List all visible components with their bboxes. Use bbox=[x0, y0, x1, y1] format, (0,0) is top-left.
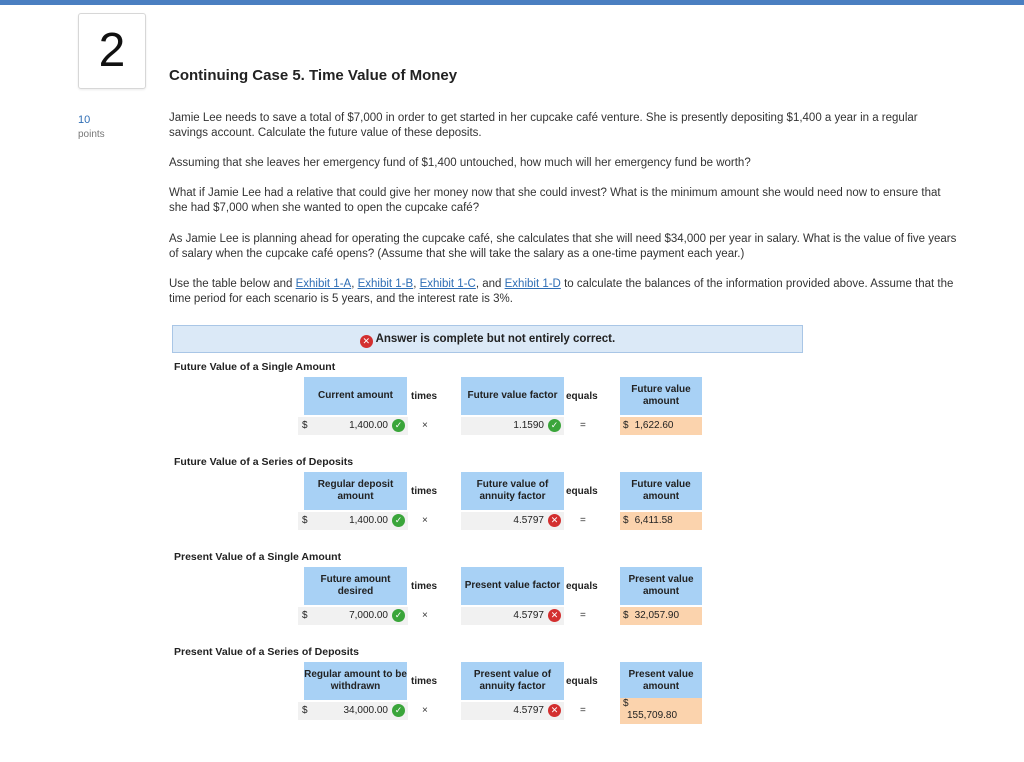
currency-symbol: $ bbox=[302, 420, 308, 431]
col-header-result: Future value amount bbox=[620, 472, 702, 510]
question-number: 2 bbox=[78, 13, 146, 89]
currency-symbol: $ bbox=[623, 698, 629, 709]
col-header-result: Future value amount bbox=[620, 377, 702, 415]
result-amount bbox=[620, 512, 702, 530]
times-symbol: × bbox=[422, 610, 428, 621]
factor-value: 4.5797 bbox=[513, 705, 544, 716]
points-label: points bbox=[78, 129, 105, 140]
paragraph-salary: As Jamie Lee is planning ahead for operating the cupcake café, she calculates that she will need $34,000 per year in salary. What is the value of five years of salary when the cupcake café opens? (Assume that she will take the salary as a one-time payment each year.) bbox=[169, 233, 957, 260]
result-value: 1,622.60 bbox=[634, 420, 674, 431]
check-icon: ✓ bbox=[548, 419, 561, 432]
x-icon: ✕ bbox=[548, 704, 561, 717]
exhibit-1b-link[interactable]: Exhibit 1-B bbox=[357, 278, 414, 290]
separator: , and bbox=[475, 278, 505, 290]
section-title: Future Value of a Series of Deposits bbox=[174, 456, 354, 468]
times-symbol: × bbox=[422, 515, 428, 526]
x-icon: ✕ bbox=[360, 335, 373, 348]
instructions-text: to calculate the balances of the information provided above. Assume that the time period for each scenario is 5 years, and the interest rate is 3%. bbox=[169, 278, 954, 305]
paragraph-instructions bbox=[169, 277, 959, 307]
x-icon: ✕ bbox=[548, 609, 561, 622]
col-header-factor: Future value of annuity factor bbox=[461, 472, 564, 510]
equals-label: equals bbox=[566, 391, 598, 402]
points-value: 10 bbox=[78, 114, 91, 126]
equals-symbol: = bbox=[580, 420, 586, 431]
separator: , bbox=[351, 278, 358, 290]
amount-value: 7,000.00 bbox=[349, 610, 388, 621]
col-header-result: Present value amount bbox=[620, 662, 702, 700]
section-title: Present Value of a Single Amount bbox=[174, 551, 342, 563]
result-amount bbox=[620, 698, 702, 724]
factor-input[interactable] bbox=[461, 417, 564, 435]
check-icon: ✓ bbox=[392, 704, 405, 717]
times-label: times bbox=[411, 676, 438, 687]
amount-input[interactable] bbox=[298, 417, 408, 435]
currency-symbol: $ bbox=[623, 420, 629, 431]
result-amount bbox=[620, 417, 702, 435]
amount-input[interactable] bbox=[298, 702, 408, 720]
question-title: Continuing Case 5. Time Value of Money bbox=[169, 67, 458, 84]
answer-status-banner bbox=[172, 325, 803, 353]
factor-value: 1.1590 bbox=[513, 420, 544, 431]
section-title: Present Value of a Series of Deposits bbox=[174, 646, 359, 658]
currency-symbol: $ bbox=[623, 515, 629, 526]
factor-input[interactable] bbox=[461, 702, 564, 720]
amount-value: 1,400.00 bbox=[349, 420, 388, 431]
col-header-result: Present value amount bbox=[620, 567, 702, 605]
exhibit-1c-link[interactable]: Exhibit 1-C bbox=[419, 278, 476, 290]
paragraph-relative: What if Jamie Lee had a relative that could give her money now that she could invest? What is the minimum amount she would need now to ensure that she had $7,000 when she wanted to open the cupcake café? bbox=[169, 187, 941, 214]
equals-label: equals bbox=[566, 676, 598, 687]
equals-symbol: = bbox=[580, 515, 586, 526]
factor-input[interactable] bbox=[461, 607, 564, 625]
equals-symbol: = bbox=[580, 610, 586, 621]
times-symbol: × bbox=[422, 420, 428, 431]
paragraph-intro: Jamie Lee needs to save a total of $7,000 in order to get started in her cupcake café venture. She is presently depositing $1,400 a year in a regular savings account. Calculate the future value of these deposits. bbox=[169, 112, 918, 139]
exhibit-1a-link[interactable]: Exhibit 1-A bbox=[295, 278, 352, 290]
equals-label: equals bbox=[566, 486, 598, 497]
top-accent-bar bbox=[0, 0, 1024, 5]
times-label: times bbox=[411, 486, 438, 497]
currency-symbol: $ bbox=[302, 705, 308, 716]
result-value: 6,411.58 bbox=[634, 515, 673, 526]
factor-value: 4.5797 bbox=[513, 515, 544, 526]
factor-input[interactable] bbox=[461, 512, 564, 530]
amount-value: 1,400.00 bbox=[349, 515, 388, 526]
col-header-input: Current amount bbox=[304, 377, 407, 415]
section-title: Future Value of a Single Amount bbox=[174, 361, 336, 373]
result-value: 155,709.80 bbox=[627, 710, 678, 721]
equals-symbol: = bbox=[580, 705, 586, 716]
currency-symbol: $ bbox=[623, 610, 629, 621]
currency-symbol: $ bbox=[302, 515, 308, 526]
x-icon: ✕ bbox=[548, 514, 561, 527]
result-value: 32,057.90 bbox=[634, 610, 680, 621]
times-symbol: × bbox=[422, 705, 428, 716]
separator: , bbox=[413, 278, 420, 290]
amount-value: 34,000.00 bbox=[343, 705, 388, 716]
equals-label: equals bbox=[566, 581, 598, 592]
check-icon: ✓ bbox=[392, 514, 405, 527]
amount-input[interactable] bbox=[298, 607, 408, 625]
check-icon: ✓ bbox=[392, 419, 405, 432]
col-header-factor: Present value of annuity factor bbox=[461, 662, 564, 700]
col-header-input: Regular amount to be withdrawn bbox=[304, 662, 407, 700]
times-label: times bbox=[411, 581, 438, 592]
result-amount bbox=[620, 607, 702, 625]
amount-input[interactable] bbox=[298, 512, 408, 530]
factor-value: 4.5797 bbox=[513, 610, 544, 621]
banner-text: Answer is complete but not entirely correct. bbox=[375, 333, 616, 345]
col-header-input: Future amount desired bbox=[304, 567, 407, 605]
currency-symbol: $ bbox=[302, 610, 308, 621]
instructions-text: Use the table below and bbox=[169, 278, 296, 290]
col-header-factor: Future value factor bbox=[461, 377, 564, 415]
times-label: times bbox=[411, 391, 438, 402]
exhibit-1d-link[interactable]: Exhibit 1-D bbox=[504, 278, 561, 290]
paragraph-emergency-fund: Assuming that she leaves her emergency fund of $1,400 untouched, how much will her emergency fund be worth? bbox=[169, 157, 751, 169]
col-header-factor: Present value factor bbox=[461, 567, 564, 605]
check-icon: ✓ bbox=[392, 609, 405, 622]
col-header-input: Regular deposit amount bbox=[304, 472, 407, 510]
